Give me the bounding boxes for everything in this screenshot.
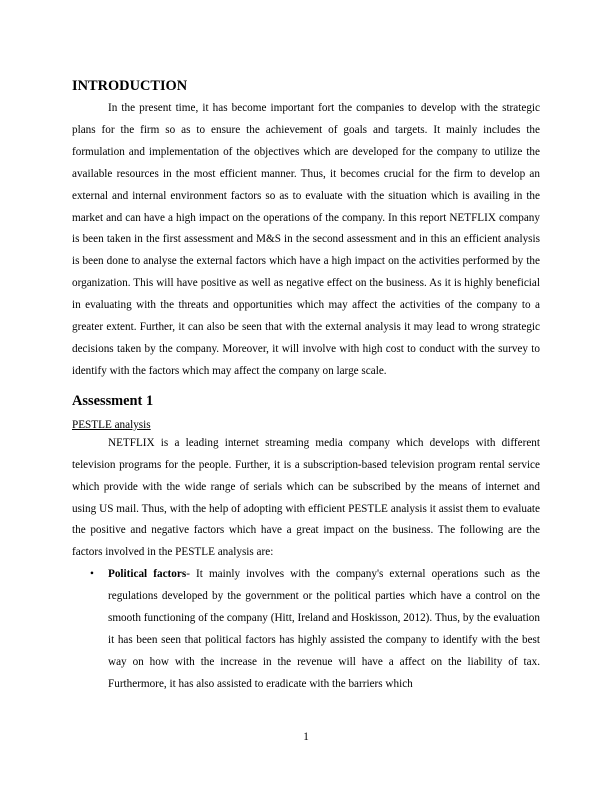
introduction-paragraph: In the present time, it has become important fort the companies to develop with the strategic plans for the firm so as to ensure the achievement of goals and targets. It mainly includes the formulation and implementation of the objectives which are developed for the company to utilize the available resources in the most efficient manner. Thus, it becomes crucial for the firm to develop an external and internal environment factors so as to evaluate with the situation which is availing in the market and can have a high impact on the operations of the company. In this report NETFLIX company is been taken in the first assessment and M&S in the second assessment and in this an efficient analysis is been done to analyse the external factors which have a high impact on the activities performed by the organization. This will have positive as well as negative effect on the business. As it is highly beneficial in evaluating with the threats and opportunities which may affect the activities of the company to a greater extent. Further, it can also be seen that with the external analysis it may lead to wrong strategic decisions taken by the company. Moreover, it will involve with high cost to conduct with the survey to identify with the factors which may affect the company on large scale. [72, 102, 540, 377]
page-content [72, 76, 540, 696]
pestle-paragraph: NETFLIX is a leading internet streaming media company which develops with different television programs for the people. Further, it is a subscription-based television program rental service which provide with the wide range of serials which can be subscribed by the means of internet and using US mail. Thus, with the help of adopting with efficient PESTLE analysis it assist them to evaluate the positive and negative factors which have a great impact on the business. The following are the factors involved in the PESTLE analysis are: [72, 436, 540, 559]
political-factors-text: - It mainly involves with the company's external operations such as the regulations developed by the government or the political parties which have a control on the smooth functioning of the company (Hitt, Ireland and Hoskisson, 2012). Thus, by the evaluation it has been seen that political factors has highly assisted the company to identify with the best way on how with the increase in the revenue will have a affect on the liability of tax. Furthermore, it has also assisted to eradicate with the barriers which [108, 568, 540, 690]
pestle-factor-list [72, 564, 540, 695]
page-number: 1 [303, 731, 309, 743]
bullet-icon: • [90, 568, 94, 581]
political-factors-term: Political factors [108, 568, 187, 581]
list-item [72, 564, 540, 695]
pestle-subheading: PESTLE analysis [72, 418, 151, 431]
introduction-heading: INTRODUCTION [72, 78, 188, 94]
assessment-heading: Assessment 1 [72, 392, 154, 409]
